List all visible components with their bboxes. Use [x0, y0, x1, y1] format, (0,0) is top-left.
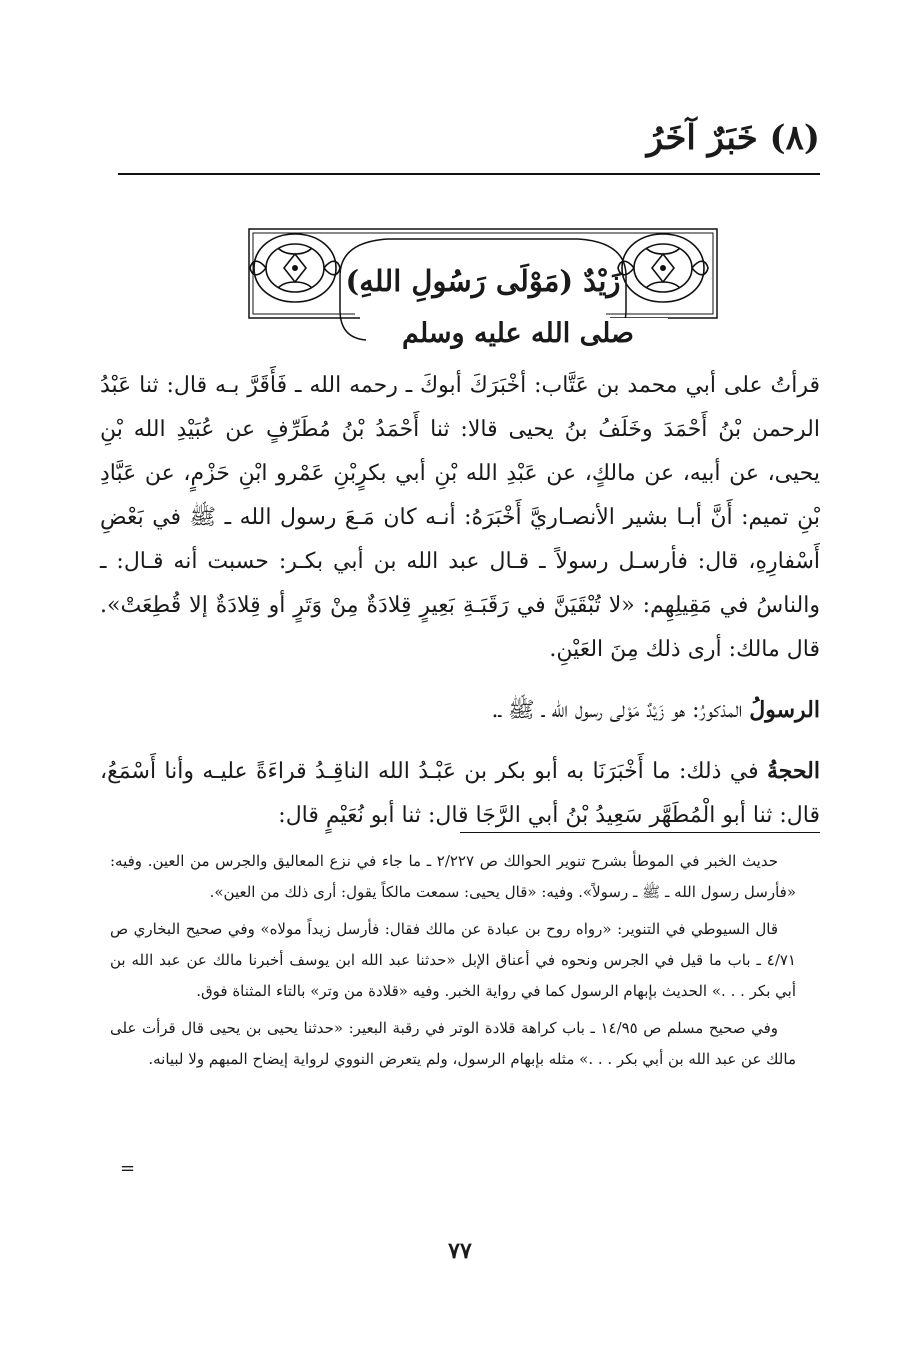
title-frame — [248, 228, 718, 349]
evidence-paragraph — [100, 749, 820, 838]
chapter-title: (٨) خَبَرٌ آخَرُ — [646, 118, 820, 158]
paragraph-lead: الرسولُ — [749, 697, 820, 723]
salutation: صلى الله عليه وسلم — [368, 318, 668, 350]
main-text — [100, 364, 820, 838]
footnote: قال السيوطي في التنوير: «رواه روح بن عبادة عن مالك فقال: فأرسل زيداً مولاه» وفي صحيح البخاري ص ٤/٧١ ـ باب ما قيل في الجرس ونحوه في أعناق الإبل «حدثنا عبد الله ابن يوسف أخبرنا مالك عن عبد الله بن أبي بكر . . .» الحديث بإبهام الرسول كما في رواية الخبر. وفيه «قلادة من وتر» بالتاء المثناة فوق. — [110, 920, 796, 1000]
footnotes — [110, 846, 796, 1075]
footnote-rule — [460, 832, 820, 833]
right-ornament-icon — [616, 228, 710, 308]
identification-paragraph — [100, 688, 820, 733]
header-rule — [118, 173, 820, 175]
paragraph-text: في ذلك: ما أَخْبَرَنَا به أبو بكر بن عَبْـدُ الله الناقِـدُ قراءَةً عليـه وأنا أَسْمَعُ، قال: ثنا أبو الْمُطَهَّر سَعِيدُ بْنُ أبي الرَّجَا قال: ثنا أبو نُعَيْمٍ قال: — [100, 759, 820, 828]
page-number: ٧٧ — [448, 1238, 472, 1264]
section-title: زَيْدٌ (مَوْلَى رَسُولِ اللهِ) — [345, 264, 621, 298]
paragraph-lead: الحجةُ — [766, 758, 820, 784]
hadith-paragraph: قرأتُ على أبي محمد بن عَتَّاب: أخْبَرَكَ أبوكَ ـ رحمه الله ـ فَأَقَرَّ بـه قال: ثنا عَبْدُ الرحمن بْنُ أَحْمَدَ وخَلَفُ بنُ يحيى قالا: ثنا أَحْمَدُ بْنُ مُطَرِّفٍ عن عُبَيْدِ الله بْنِ يحيى، عن أبيه، عن مالكٍ، عن عَبْدِ الله بْنِ أبي بكرٍبْنِ عَمْرو ابْنِ حَزْمٍ، عن عَبَّادِ بْنِ تميم: أَنَّ أبـا بشير الأنصـاريَّ أَخْبَرَهُ: أنـه كان مَـعَ رسول الله ـ ﷺ في بَعْضِ أَسْفارِهِ، قال: فأرسـل رسولاً ـ قـال عبد الله بن أبي بكـر: حسبت أنه قـال: ـ والناسُ في مَقِيلِهِم: «لا تُبْقَيَنَّ في رَقَبَـةِ بَعِيرٍ قِلادَةٌ مِنْ وَتَرٍ أو قِلادَةٌ إلا قُطِعَتْ». قال مالك: أرى ذلك مِنَ العَيْنِ. — [100, 373, 820, 662]
footnote: وفي صحيح مسلم ص ١٤/٩٥ ـ باب كراهة قلادة الوتر في رقبة البعير: «حدثنا يحيى بن يحيى قال قرأت على مالك عن عبد الله بن أبي بكر . . .» مثله بإبهام الرسول، ولم يتعرض النووي لرواية إيضاح المبهم ولا لبيانه. — [110, 1019, 796, 1068]
paragraph-text: المذكورُ: هو زَيْدٌ مَوْلى رسول الله ـ ﷺ ـ. — [491, 698, 750, 723]
continuation-mark: = — [120, 1158, 136, 1179]
left-ornament-icon — [248, 228, 342, 308]
footnote: حديث الخبر في الموطأ بشرح تنوير الحوالك ص ٢/٢٢٧ ـ ما جاء في نزع المعاليق والجرس من العين. وفيه: «فأرسل رسول الله ـ ﷺ ـ رسولاً». وفيه: «قال يحيى: سمعت مالكاً يقول: أرى ذلك من العين». — [110, 852, 796, 901]
